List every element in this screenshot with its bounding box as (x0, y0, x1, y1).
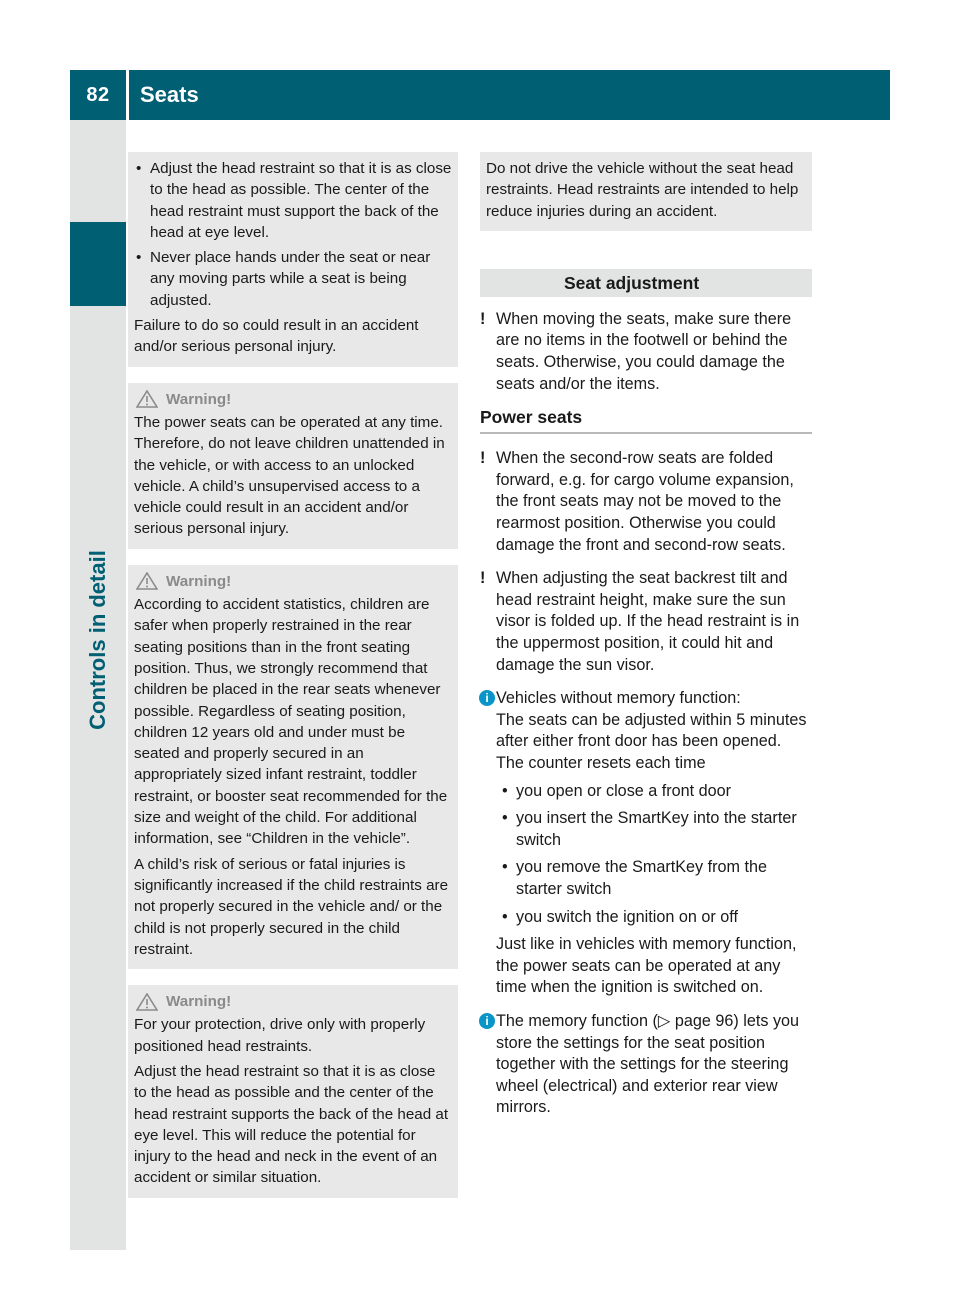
note-text: When moving the seats, make sure there are no items in the footwell or behind the seats. Otherwise, you could damage the seats and/or the items. (496, 309, 792, 393)
list-item: • Never place hands under the seat or near any moving parts while a seat is being adjusted. (134, 247, 452, 311)
warning-title: Warning! (166, 390, 232, 408)
note-text: When adjusting the seat backrest tilt and head restraint height, make sure the sun visor is folded up. If the head restraint is in the uppermost position, it could hit and damage the sun visor. (496, 569, 800, 674)
warning-text: A child’s risk of serious or fatal injuries is significantly increased if the child restraints are not properly secured in the vehicle and/ or the child is not properly secured in the child restraint. (134, 855, 449, 958)
warning-text: According to accident statistics, children are safer when properly restrained in the rear seating positions than in the front seating position. Thus, we strongly recommend that children be placed in the rear seats whenever possible. Regardless of seating position, children 12 years old and under must be seated and properly secured in an appropriately sized infant restraint, toddler restraint, or booster seat recommended for the size and weight of the child. For additional information, see “Children in the vehicle”. (134, 596, 448, 848)
head-restraint-box (480, 152, 812, 231)
page-number: 82 (86, 84, 110, 106)
safety-box (128, 152, 458, 367)
right-column (480, 152, 812, 1131)
header-divider (126, 70, 129, 120)
info-note (480, 1011, 812, 1119)
list-item: • Adjust the head restraint so that it is as close to the head as possible. The center of the head restraint must support the back of the head at eye level. (134, 158, 452, 243)
warning-heading (134, 991, 452, 1012)
warning-box (128, 565, 458, 969)
note-text: When the second-row seats are folded forward, e.g. for cargo volume expansion, the front seats may not be moved to the rearmost position. Otherwise you could damage the front and second-row seats. (496, 449, 794, 554)
section-title: Seats (140, 82, 199, 107)
warning-box (128, 383, 458, 549)
seat-adjustment-heading: Seat adjustment (480, 269, 812, 297)
side-tab-marker (70, 222, 126, 306)
list-item: • you open or close a front door (500, 781, 812, 803)
exclamation-icon: ! (480, 309, 486, 328)
chapter-label: Controls in detail (85, 550, 110, 730)
warning-heading (134, 571, 452, 592)
list-item: • you switch the ignition on or off (500, 907, 812, 929)
box-text: Do not drive the vehicle without the seat head restraints. Head restraints are intended to help reduce injuries during an accident. (486, 160, 799, 220)
exclamation-icon: ! (480, 449, 486, 468)
warning-triangle-icon (136, 993, 158, 1011)
info-note (480, 688, 812, 999)
warning-box (128, 985, 458, 1198)
caution-note (480, 309, 812, 395)
warning-title: Warning! (166, 993, 232, 1011)
box-text: Failure to do so could result in an accident and/or serious personal injury. (134, 317, 419, 356)
note-text: Just like in vehicles with memory function, the power seats can be operated at any time when the ignition is switched on. (496, 935, 797, 997)
list-item: • you insert the SmartKey into the starter switch (500, 808, 812, 851)
caution-note (480, 448, 812, 556)
warning-title: Warning! (166, 572, 232, 590)
power-seats-heading: Power seats (480, 407, 812, 434)
warning-triangle-icon (136, 572, 158, 590)
caution-note (480, 568, 812, 676)
list-item: • you remove the SmartKey from the starter switch (500, 857, 812, 900)
info-icon: i (479, 690, 495, 706)
warning-text: Adjust the head restraint so that it is as close to the head as possible and the center of the head restraint supports the back of the head at eye level. This will reduce the potential for injury to the head and neck in the event of an accident or similar situation. (134, 1062, 449, 1187)
note-text: The seats can be adjusted within 5 minutes after either front door has been opened. The counter resets each time (496, 710, 807, 772)
warning-triangle-icon (136, 390, 158, 408)
note-title: Vehicles without memory function: (496, 689, 741, 708)
info-icon: i (479, 1013, 495, 1029)
left-column (128, 152, 458, 1214)
note-text: The memory function (▷ page 96) lets you store the settings for the seat position together with the settings for the steering wheel (electrical) and exterior rear view mirrors. (496, 1011, 800, 1117)
warning-heading (134, 389, 452, 410)
exclamation-icon: ! (480, 569, 486, 588)
warning-text: For your protection, drive only with properly positioned head restraints. (134, 1016, 426, 1055)
warning-text: The power seats can be operated at any time. Therefore, do not leave children unattended in the vehicle, or with access to an unlocked vehicle. A child’s unsupervised access to a vehicle could result in an accident and/or serious personal injury. (134, 413, 445, 538)
